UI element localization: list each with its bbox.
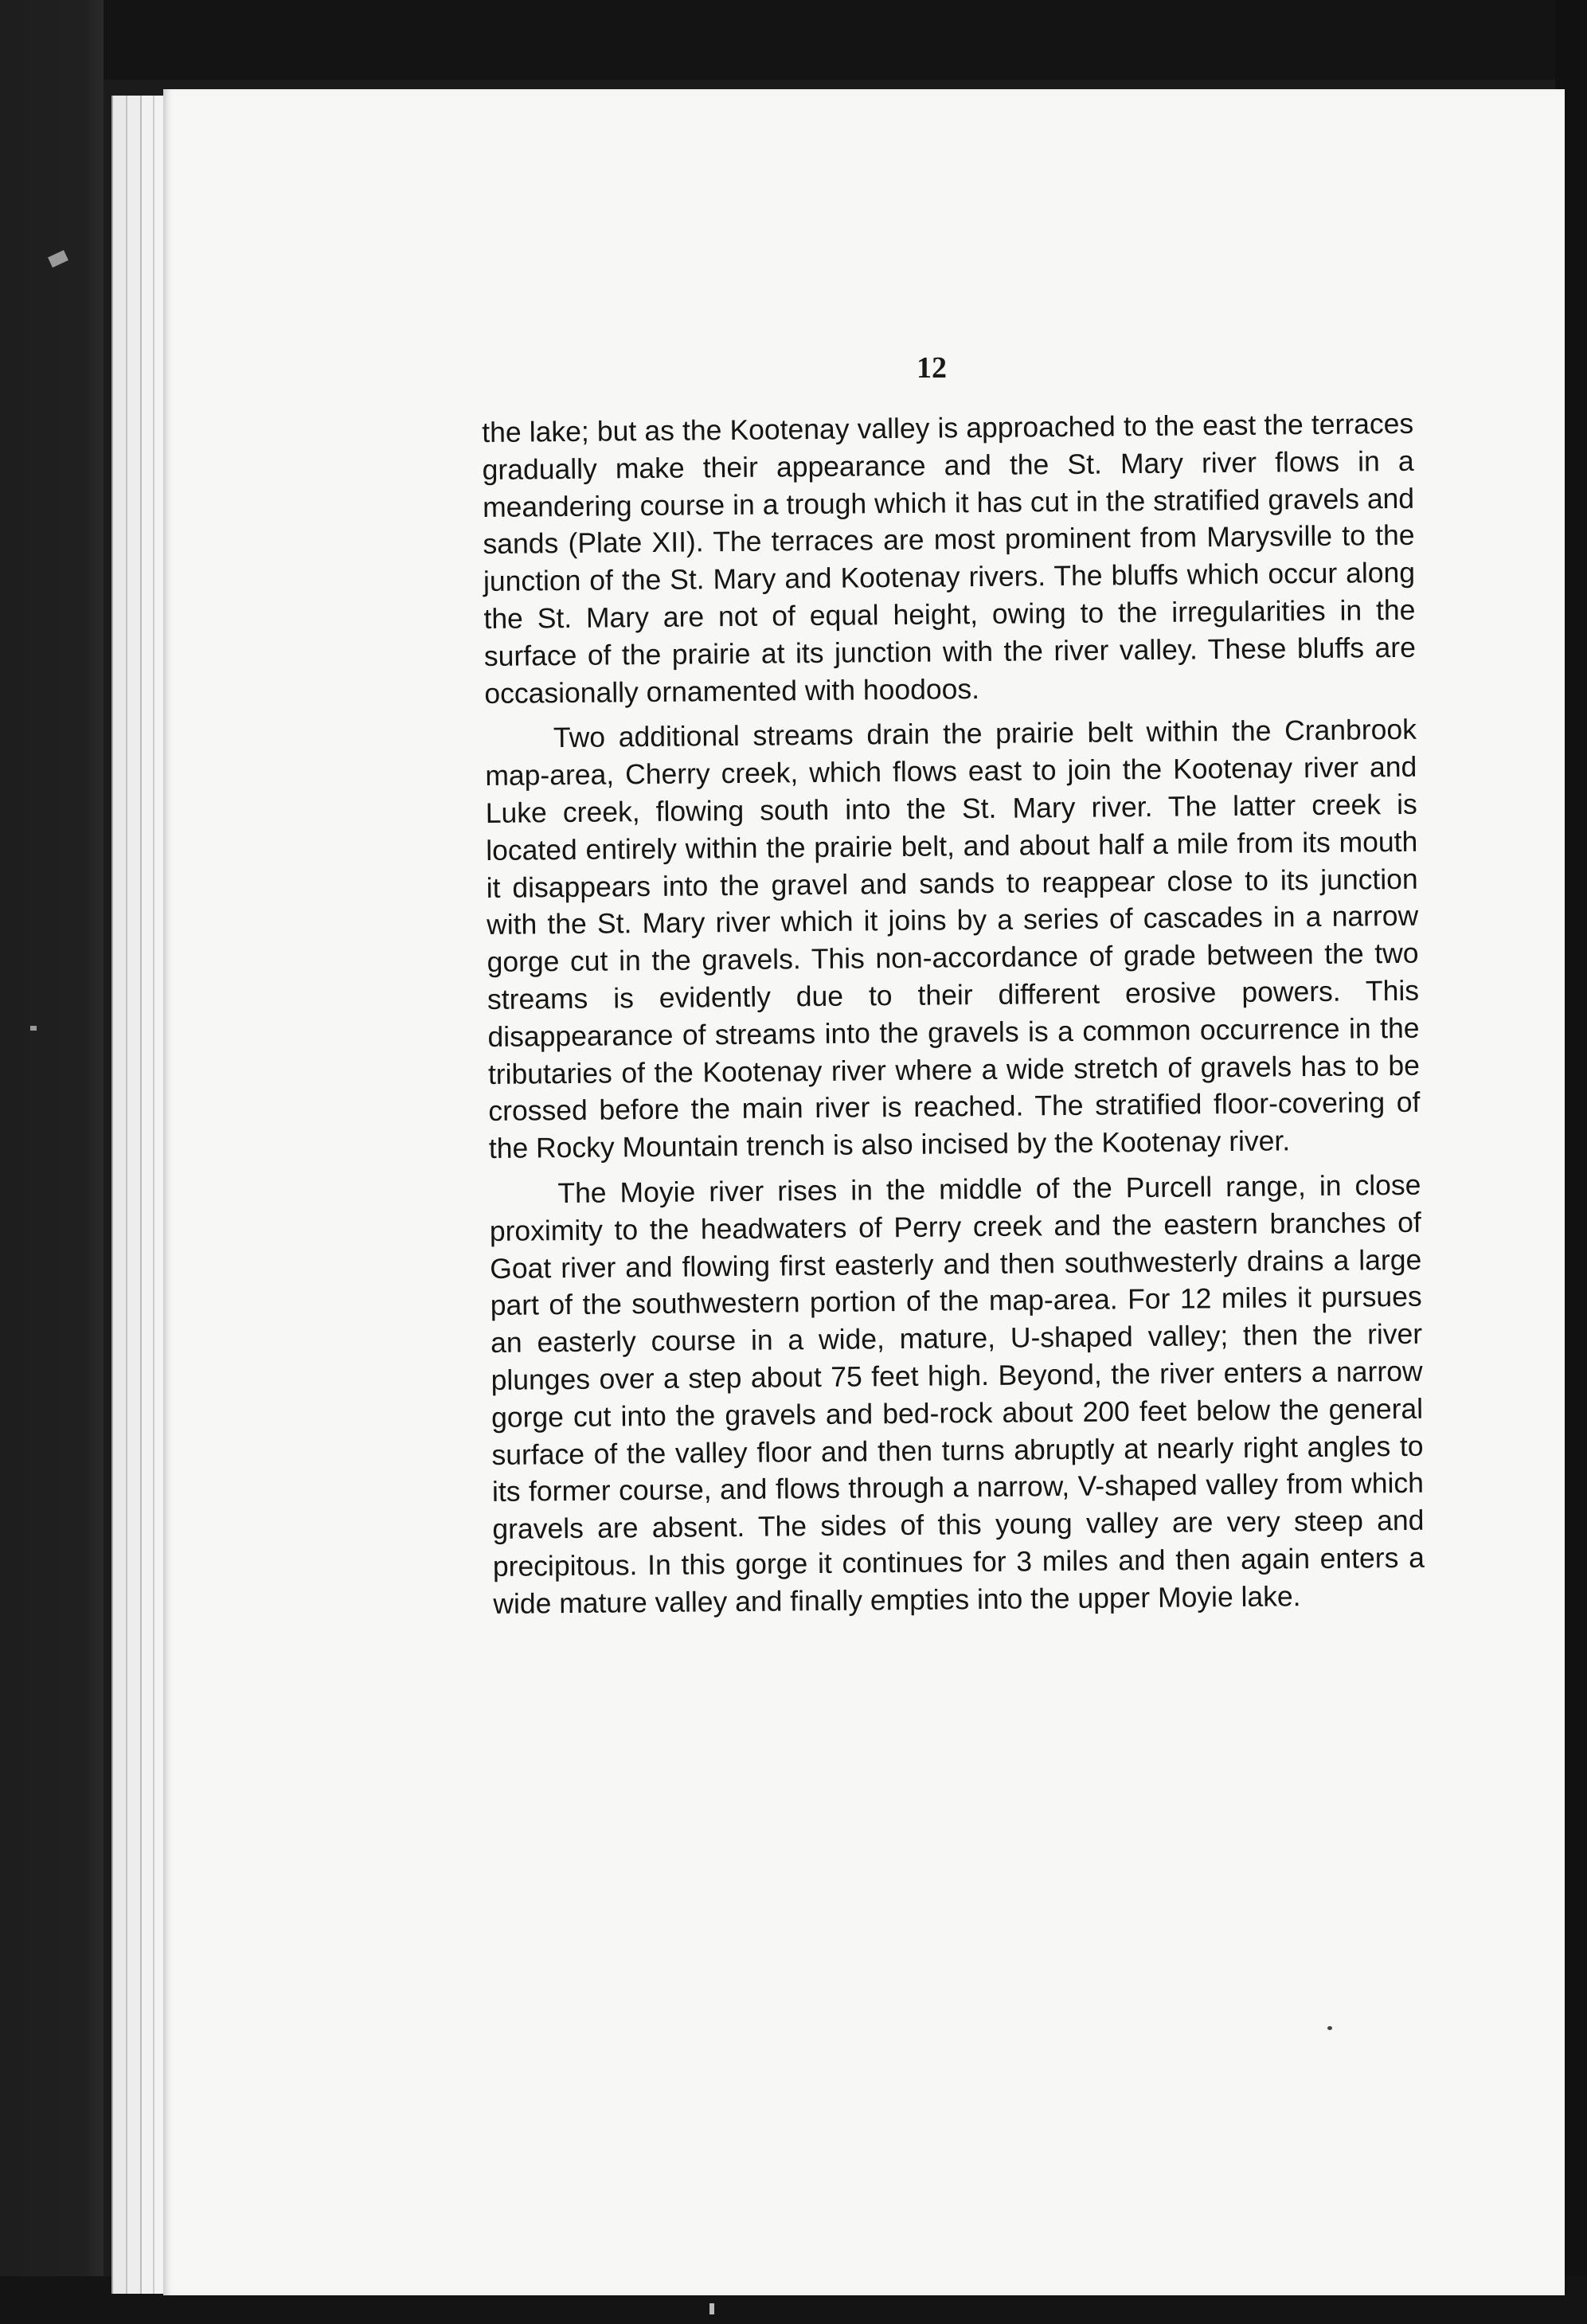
scan-border-left [0, 0, 104, 2324]
paragraph: the lake; but as the Kootenay valley is approached to the east the terraces gradually make their appearance and the St. Mary river flows in a meandering course in a trough which it has cut in the stratified gravels and sands (Plate XII). The terraces are most prominent from Marysville to the junction of the St. Mary and Kootenay rivers. The bluffs which occur along the St. Mary are not of equal height, owing to the irregularities in the surface of the prairie at its junction with the river valley. These bluffs are occasionally ornamented with hoodoos. [482, 407, 1417, 710]
body-text [482, 405, 1425, 1623]
paper-speck [1327, 2026, 1332, 2030]
paragraph: Two additional streams drain the prairie belt within the Cranbrook map-area, Cherry creek, which flows east to join the Kootenay river and Luke creek, flowing south into the St. Mary river. The latter creek is located entirely within the prairie belt, and about half a mile from its mouth it disappears into the gravel and sands to reappear close to its junction with the St. Mary river which it joins by a series of cascades in a narrow gorge cut in the gravels. This non-accordance of grade between the two streams is evidently due to their different erosive powers. This disappearance of streams into the gravels is a common occurrence in the tributaries of the Kootenay river where a wide stretch of gravels has to be crossed before the main river is reached. The stratified floor-covering of the Rocky Mountain trench is also incised by the Kootenay river. [485, 714, 1421, 1165]
paragraph: The Moyie river rises in the middle of the Purcell range, in close proximity to the headwaters of Perry creek and the eastern branches of Goat river and flowing first easterly and then southwesterly drains a large part of the southwestern portion of the map-area. For 12 miles it pursues an easterly course in a wide, mature, U-shaped valley; then the river plunges over a step about 75 feet high. Beyond, the river enters a narrow gorge cut into the gravels and bed-rock about 200 feet below the general surface of the valley floor and then turns abruptly at nearly right angles to its former course, and flows through a narrow, V-shaped valley from which gravels are absent. The sides of this young valley are very steep and precipitous. In this gorge it continues for 3 miles and then again enters a wide mature valley and finally empties into the upper Moyie lake. [489, 1168, 1425, 1620]
scan-artifact-mark [709, 2303, 714, 2314]
scan-border-top [0, 0, 1587, 80]
scan-artifact-mark [30, 1026, 37, 1031]
page-number: 12 [917, 351, 947, 385]
